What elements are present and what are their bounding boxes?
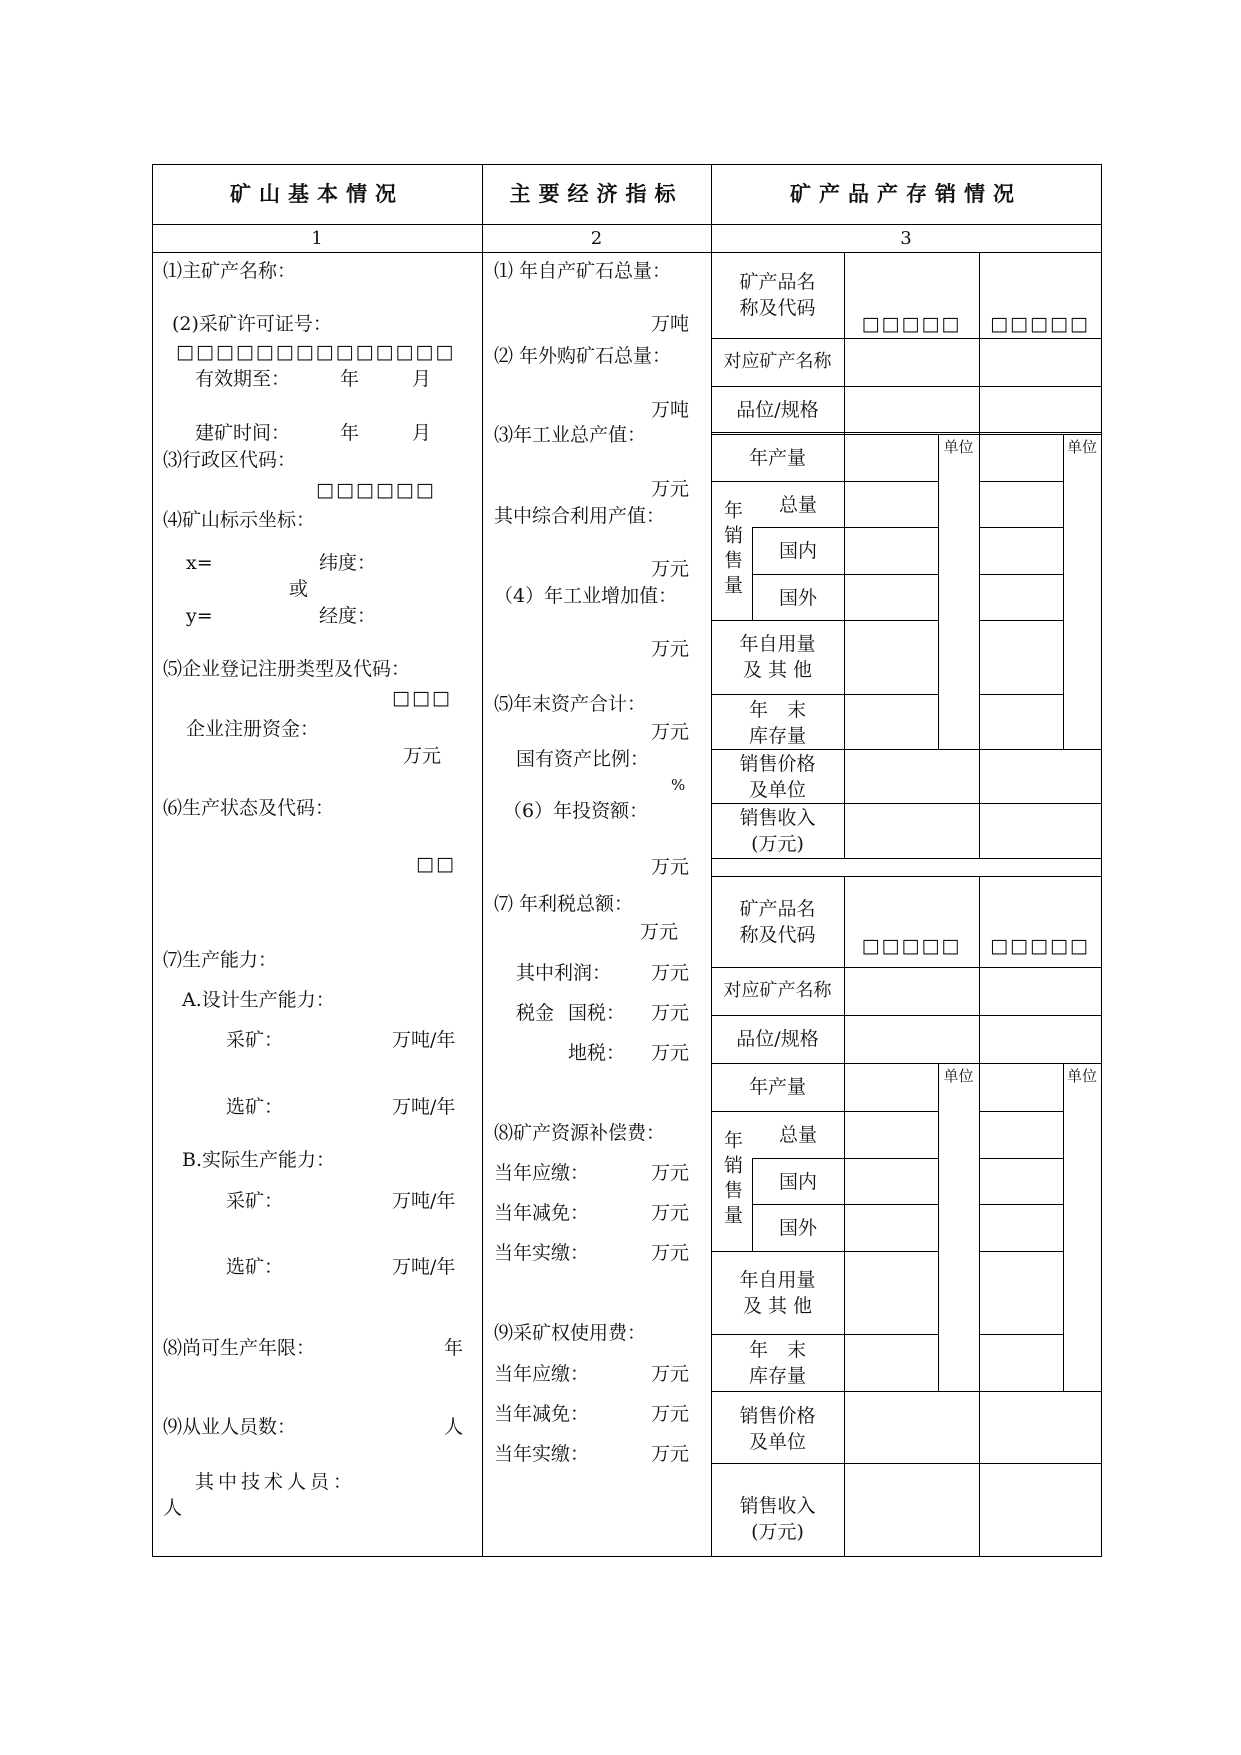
industrial-output-label: ⑶年工业总产值： — [494, 424, 647, 446]
right-paid-label: 当年实缴： — [494, 1443, 590, 1465]
reg-type-label: ⑸企业登记注册类型及代码： — [163, 658, 411, 680]
sales-foreign-label: 国外 — [778, 587, 817, 609]
total-assets-label: ⑸年末资产合计： — [494, 693, 647, 715]
product-code-boxes-a[interactable]: □□□□□ — [861, 313, 962, 335]
grade-label: 品位/规格 — [736, 399, 819, 421]
revenue-label-2: (万元) — [751, 1521, 804, 1543]
unit-label-b: 单位 — [1066, 438, 1097, 456]
col-number-2: 2 — [590, 228, 603, 249]
investment-label: （6）年投资额： — [503, 800, 649, 822]
col-number-3: 3 — [900, 228, 912, 249]
design-capacity-label: A.设计生产能力： — [182, 989, 335, 1011]
comp-reduced-label: 当年减免： — [494, 1202, 590, 1224]
revenue-label-2: (万元) — [751, 833, 804, 855]
unit-label-a: 单位 — [943, 1067, 974, 1085]
stock-label-2: 库存量 — [748, 725, 806, 747]
self-use-label-2: 及 其 他 — [742, 659, 813, 681]
self-use-label: 年自用量 — [739, 1269, 816, 1291]
remaining-years-unit: 年 — [444, 1337, 464, 1359]
capital-unit: 万元 — [403, 745, 442, 767]
product-code-label: 称及代码 — [739, 924, 816, 946]
purchased-ore-unit: 万吨 — [651, 399, 690, 421]
design-dressing-unit: 万吨/年 — [392, 1096, 456, 1118]
price-label-2: 及单位 — [748, 779, 806, 801]
stock-label-2: 库存量 — [748, 1365, 806, 1387]
comp-paid-unit: 万元 — [651, 1242, 690, 1264]
comp-paid-label: 当年实缴： — [494, 1242, 590, 1264]
comp-due-label: 当年应缴： — [494, 1162, 590, 1184]
self-use-label-2: 及 其 他 — [742, 1295, 813, 1317]
right-due-unit: 万元 — [651, 1363, 690, 1385]
product-code-boxes-a[interactable]: □□□□□ — [861, 935, 962, 957]
actual-mining-unit: 万吨/年 — [392, 1190, 456, 1212]
annual-sales-label: 年销售量 — [721, 1130, 743, 1230]
sales-domestic-label: 国内 — [778, 540, 817, 562]
comp-use-unit: 万元 — [651, 558, 690, 580]
investment-unit: 万元 — [651, 856, 690, 878]
value-added-label: （4）年工业增加值： — [494, 585, 678, 607]
actual-dressing-label: 选矿： — [226, 1256, 284, 1278]
capital-label: 企业注册资金： — [186, 718, 320, 740]
unit-label-b: 单位 — [1066, 1067, 1097, 1085]
annual-output-label: 年产量 — [748, 1076, 806, 1098]
region-code-label: ⑶行政区代码： — [163, 449, 297, 471]
coord-x-label: x= — [186, 552, 213, 574]
valid-until-label: 有效期至： — [195, 368, 291, 390]
valid-year-label: 年 — [340, 368, 360, 390]
revenue-label: 销售收入 — [739, 807, 816, 829]
right-reduced-unit: 万元 — [651, 1403, 690, 1425]
actual-capacity-label: B.实际生产能力： — [182, 1149, 336, 1171]
header-col2: 主要经济指标 — [509, 182, 684, 206]
profit-tax-unit: 万元 — [640, 921, 679, 943]
profit-tax-label: ⑺ 年利税总额： — [494, 893, 634, 915]
license-number-boxes[interactable]: □□□□□□□□□□□□□□ — [176, 341, 456, 363]
grade-label: 品位/规格 — [736, 1028, 819, 1050]
purchased-ore-label: ⑵ 年外购矿石总量： — [494, 345, 672, 367]
revenue-label: 销售收入 — [739, 1495, 816, 1517]
unit-label-a: 单位 — [943, 438, 974, 456]
comp-use-label: 其中综合利用产值： — [494, 505, 666, 527]
sales-total-label: 总量 — [778, 494, 817, 516]
annual-sales-label: 年销售量 — [721, 500, 743, 600]
remaining-years-label: ⑻尚可生产年限： — [163, 1337, 316, 1359]
capacity-label: ⑺生产能力： — [163, 949, 278, 971]
local-tax-unit: 万元 — [651, 1042, 690, 1064]
employees-unit: 人 — [444, 1416, 464, 1438]
coord-y-label: y= — [186, 605, 213, 627]
employees-label: ⑼从业人员数： — [163, 1416, 297, 1438]
design-mining-unit: 万吨/年 — [392, 1029, 456, 1051]
longitude-label: 经度： — [319, 605, 377, 627]
prod-status-boxes[interactable]: □□ — [416, 853, 456, 875]
build-time-label: 建矿时间： — [195, 422, 291, 444]
self-use-label: 年自用量 — [739, 633, 816, 655]
build-month-label: 月 — [412, 422, 432, 444]
header-col1: 矿山基本情况 — [230, 182, 404, 206]
main-mineral-label: ⑴主矿产名称： — [163, 260, 297, 282]
header-col3: 矿产品产存销情况 — [790, 182, 1022, 206]
sales-total-label: 总量 — [778, 1124, 817, 1146]
build-year-label: 年 — [340, 422, 360, 444]
product-name-label: 矿产品名 — [739, 898, 816, 920]
price-label-2: 及单位 — [748, 1431, 806, 1453]
stock-label: 年 末 — [748, 1339, 806, 1361]
value-added-unit: 万元 — [651, 638, 690, 660]
tax-label: 税金 — [516, 1002, 555, 1024]
actual-mining-label: 采矿： — [226, 1190, 284, 1212]
right-reduced-label: 当年减免： — [494, 1403, 590, 1425]
tech-staff-label: 其中技术人员： — [195, 1471, 357, 1493]
price-label: 销售价格 — [739, 753, 816, 775]
stock-label: 年 末 — [748, 699, 806, 721]
right-due-label: 当年应缴： — [494, 1363, 590, 1385]
national-tax-unit: 万元 — [651, 1002, 690, 1024]
design-mining-label: 采矿： — [226, 1029, 284, 1051]
mining-right-fee-label: ⑼采矿权使用费： — [494, 1322, 647, 1344]
compensation-fee-label: ⑻矿产资源补偿费： — [494, 1122, 666, 1144]
license-label: (2)采矿许可证号： — [172, 313, 332, 335]
coord-or-label: 或 — [289, 578, 309, 600]
state-ratio-unit: % — [671, 776, 686, 794]
self-ore-unit: 万吨 — [651, 313, 690, 335]
local-tax-label: 地税： — [568, 1042, 626, 1064]
comp-due-unit: 万元 — [651, 1162, 690, 1184]
right-paid-unit: 万元 — [651, 1443, 690, 1465]
profit-unit: 万元 — [651, 962, 690, 984]
actual-dressing-unit: 万吨/年 — [392, 1256, 456, 1278]
product-code-boxes-b[interactable]: □□□□□ — [990, 313, 1090, 335]
reg-type-boxes[interactable]: □□□ — [392, 687, 452, 709]
annual-output-label: 年产量 — [748, 447, 806, 469]
region-code-boxes[interactable]: □□□□□□ — [316, 479, 436, 501]
col-number-1: 1 — [311, 228, 323, 249]
prod-status-label: ⑹生产状态及代码： — [163, 797, 335, 819]
total-assets-unit: 万元 — [651, 721, 690, 743]
self-ore-label: ⑴ 年自产矿石总量： — [494, 260, 672, 282]
profit-label: 其中利润： — [516, 962, 612, 984]
coords-label: ⑷矿山标示坐标： — [163, 509, 316, 531]
product-code-boxes-b[interactable]: □□□□□ — [990, 935, 1090, 957]
national-tax-label: 国税： — [568, 1002, 626, 1024]
product-name-label: 矿产品名 — [739, 271, 816, 293]
sales-foreign-label: 国外 — [778, 1217, 817, 1239]
design-dressing-label: 选矿： — [226, 1096, 284, 1118]
product-code-label: 称及代码 — [739, 297, 816, 319]
mineral-name-label: 对应矿产名称 — [723, 980, 832, 1001]
price-label: 销售价格 — [739, 1405, 816, 1427]
latitude-label: 纬度： — [319, 552, 377, 574]
valid-month-label: 月 — [412, 368, 432, 390]
tech-staff-unit: 人 — [163, 1497, 183, 1519]
sales-domestic-label: 国内 — [778, 1171, 817, 1193]
comp-reduced-unit: 万元 — [651, 1202, 690, 1224]
state-ratio-label: 国有资产比例： — [516, 748, 650, 770]
industrial-output-unit: 万元 — [651, 478, 690, 500]
mineral-name-label: 对应矿产名称 — [723, 351, 832, 372]
